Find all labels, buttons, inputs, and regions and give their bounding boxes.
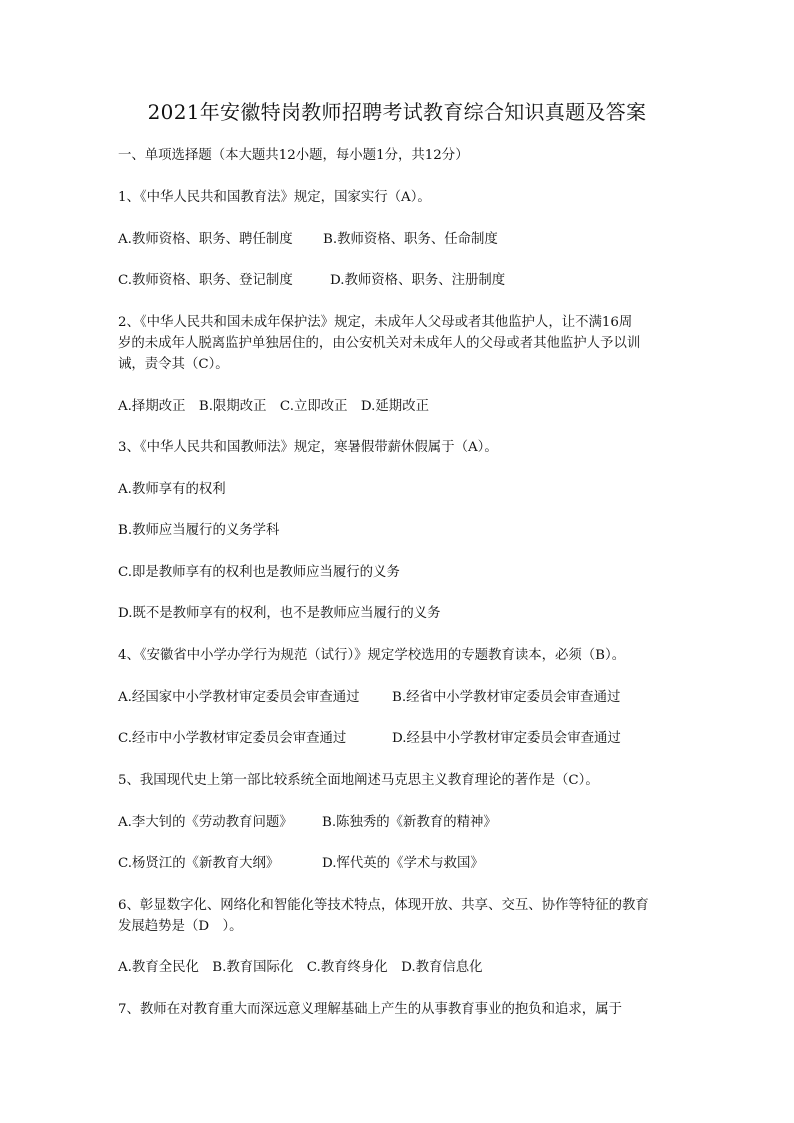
question-2-stem-line-2: 岁的未成年人脱离监护单独居住的，由公安机关对未成年人的父母或者其他监护人予以训 xyxy=(118,336,641,351)
question-3-option-b: B.教师应当履行的义务学科 xyxy=(118,523,280,538)
question-5-option-b: B.陈独秀的《新教育的精神》 xyxy=(322,815,497,830)
question-5-option-d: D.恽代英的《学术与救国》 xyxy=(322,856,484,871)
question-1-options-row-2 xyxy=(118,271,678,292)
question-4-option-d: D.经县中小学教材审定委员会审查通过 xyxy=(392,731,621,746)
question-2-stem-line-3: 诫，责令其（C）。 xyxy=(118,357,229,372)
question-5-options-row-2 xyxy=(118,854,678,875)
section-heading: 一、单项选择题（本大题共12小题，每小题1分，共12分） xyxy=(118,148,469,163)
question-1-option-a: A.教师资格、职务、聘任制度 xyxy=(118,232,293,247)
question-5-options-row-1 xyxy=(118,813,678,834)
question-5-option-a: A.李大钊的《劳动教育问题》 xyxy=(118,815,293,830)
question-3-stem: 3、《中华人民共和国教师法》规定，寒暑假带薪休假属于（A）。 xyxy=(118,440,498,455)
question-4-options-row-1 xyxy=(118,688,678,709)
question-1-option-d: D.教师资格、职务、注册制度 xyxy=(330,273,506,288)
question-1-option-c: C.教师资格、职务、登记制度 xyxy=(118,273,293,288)
question-2-stem-line-1: 2、《中华人民共和国未成年保护法》规定，未成年人父母或者其他监护人，让不满16周 xyxy=(118,315,633,330)
question-3-option-a: A.教师享有的权利 xyxy=(118,482,226,497)
question-6-stem-line-2: 发展趋势是（D ）。 xyxy=(118,919,243,934)
question-2-options: A.择期改正 B.限期改正 C.立即改正 D.延期改正 xyxy=(118,399,429,414)
question-3-option-d: D.既不是教师享有的权利，也不是教师应当履行的义务 xyxy=(118,606,441,621)
question-4-stem: 4、《安徽省中小学办学行为规范（试行）》规定学校选用的专题教育读本，必须（B）。 xyxy=(118,648,626,663)
question-7-stem-line-1: 7、教师在对教育重大而深远意义理解基础上产生的从事教育事业的抱负和追求，属于 xyxy=(118,1002,622,1017)
question-4-option-a: A.经国家中小学教材审定委员会审查通过 xyxy=(118,690,360,705)
question-4-options-row-2 xyxy=(118,729,678,750)
question-6-options: A.教育全民化 B.教育国际化 C.教育终身化 D.教育信息化 xyxy=(118,960,483,975)
question-3-option-c: C.即是教师享有的权利也是教师应当履行的义务 xyxy=(118,565,400,580)
question-1-option-b: B.教师资格、职务、任命制度 xyxy=(323,232,498,247)
question-4-option-b: B.经省中小学教材审定委员会审查通过 xyxy=(392,690,621,705)
question-4-option-c: C.经市中小学教材审定委员会审查通过 xyxy=(118,731,347,746)
question-1-options-row-1 xyxy=(118,230,678,251)
question-6-stem-line-1: 6、彰显数字化、网络化和智能化等技术特点，体现开放、共享、交互、协作等特征的教育 xyxy=(118,898,649,913)
question-1-stem: 1、《中华人民共和国教育法》规定，国家实行（A）。 xyxy=(118,190,431,205)
page-title: 2021年安徽特岗教师招聘考试教育综合知识真题及答案 xyxy=(147,100,647,124)
question-5-option-c: C.杨贤江的《新教育大纲》 xyxy=(118,856,280,871)
question-5-stem: 5、我国现代史上第一部比较系统全面地阐述马克思主义教育理论的著作是（C）。 xyxy=(118,773,599,788)
